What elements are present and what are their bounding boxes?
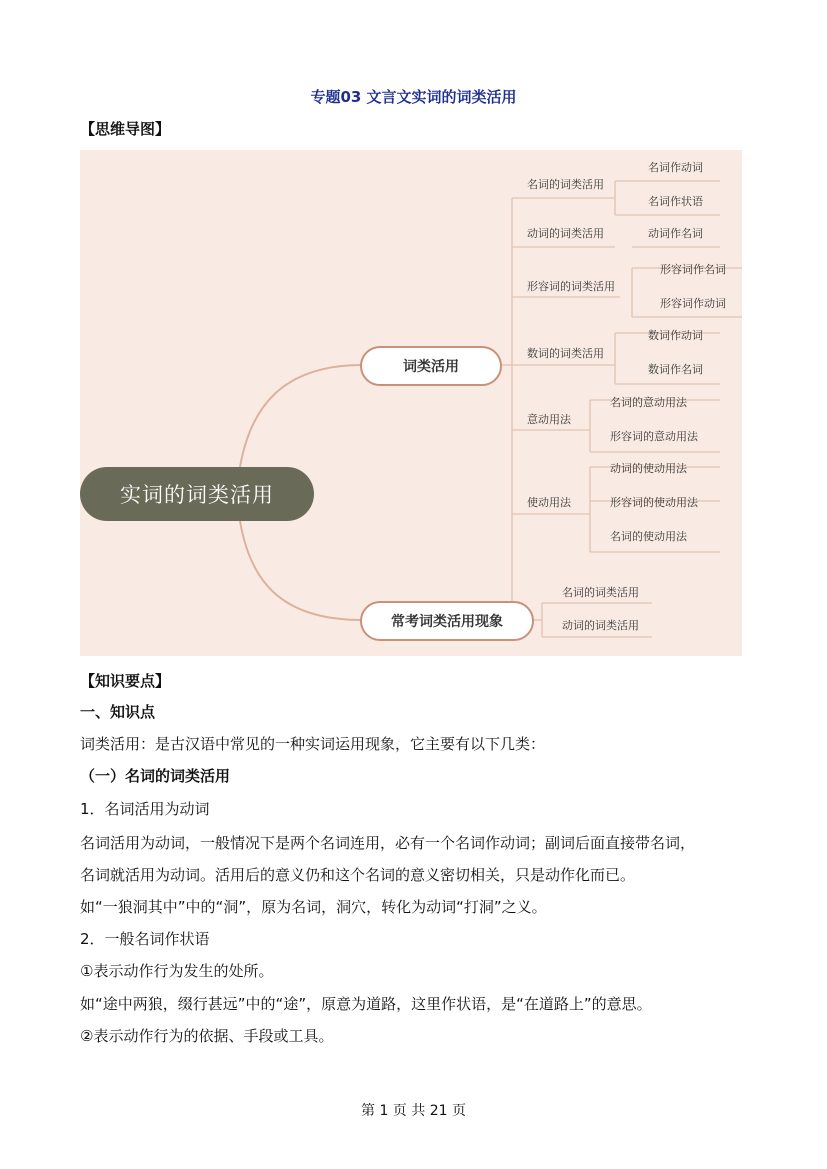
paragraph-line: 名词活用为动词，一般情况下是两个名词连用，必有一个名词作动词；副词后面直接带名词，: [80, 834, 696, 852]
mind-map-group: 意动用法: [527, 413, 571, 426]
point-2: ②表示动作行为的依据、手段或工具。: [80, 1027, 334, 1045]
mind-map-group: 形容词的词类活用: [527, 280, 615, 293]
page-title: 专题03 文言文实词的词类活用: [310, 88, 517, 106]
mind-map-leaf: 动词的词类活用: [562, 619, 639, 632]
mind-map-leaf: 名词作动词: [648, 161, 703, 174]
mind-map-leaf: 形容词的意动用法: [610, 430, 698, 443]
example-line: 如“一狼洞其中”中的“洞”，原为名词，洞穴，转化为动词“打洞”之义。: [80, 898, 547, 916]
mind-map-leaf: 数词作动词: [648, 329, 703, 342]
point-1: ①表示动作行为发生的处所。: [80, 962, 274, 980]
heading-1: 一、知识点: [80, 703, 156, 721]
mind-map-leaf: 形容词的使动用法: [610, 496, 698, 509]
intro-paragraph: 词类活用：是古汉语中常见的一种实词运用现象，它主要有以下几类：: [80, 735, 546, 753]
mind-map-root: 实词的词类活用: [80, 467, 314, 521]
section-points-heading: 【知识要点】: [80, 672, 171, 690]
mind-map: [80, 150, 742, 656]
mind-map-group: 名词的词类活用: [527, 178, 604, 191]
mind-map-leaf: 名词的使动用法: [610, 530, 687, 543]
example-line: 如“途中两狼，缀行甚远”中的“途”，原意为道路，这里作状语，是“在道路上”的意思。: [80, 995, 652, 1013]
item-1: 1．名词活用为动词: [80, 800, 210, 818]
mind-map-group: 数词的词类活用: [527, 347, 604, 360]
mind-map-leaf: 形容词作动词: [660, 297, 726, 310]
mind-map-leaf: 动词作名词: [648, 227, 703, 240]
mind-map-leaf: 名词的意动用法: [610, 396, 687, 409]
mind-map-group: 动词的词类活用: [527, 227, 604, 240]
mind-map-leaf: 形容词作名词: [660, 263, 726, 276]
subheading-1: （一）名词的词类活用: [80, 767, 231, 785]
mind-map-leaf: 名词作状语: [648, 195, 703, 208]
page-footer: 第 1 页 共 21 页: [361, 1103, 466, 1119]
mind-map-leaf: 动词的使动用法: [610, 462, 687, 475]
mind-map-leaf: 名词的词类活用: [562, 586, 639, 599]
item-2: 2．一般名词作状语: [80, 930, 210, 948]
mind-map-leaf: 数词作名词: [648, 363, 703, 376]
mind-map-branch-2: 常考词类活用现象: [360, 601, 534, 641]
paragraph-line: 名词就活用为动词。活用后的意义仍和这个名词的意义密切相关，只是动作化而已。: [80, 866, 636, 884]
mind-map-branch-1: 词类活用: [360, 346, 502, 386]
mind-map-group: 使动用法: [527, 496, 571, 509]
section-mindmap-heading: 【思维导图】: [80, 120, 171, 138]
